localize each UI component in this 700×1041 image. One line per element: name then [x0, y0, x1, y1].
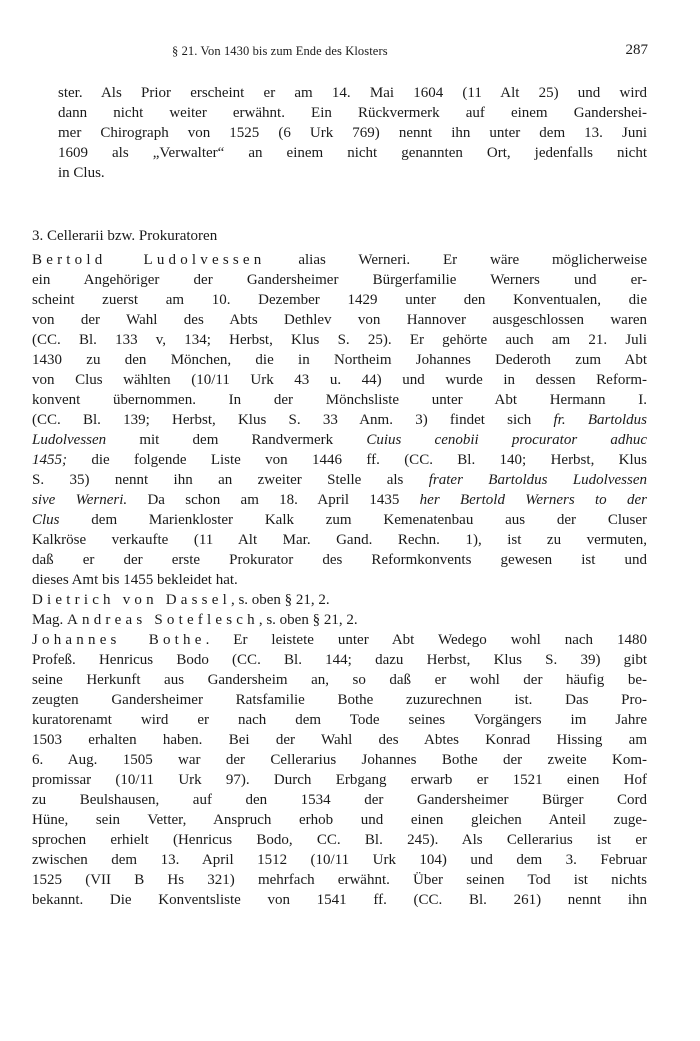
person-name: Bertold Ludolvessen: [32, 252, 266, 268]
text-line: daß er der erste Prokurator des Reformkonvents gewesen ist und: [32, 552, 647, 568]
text-line: Dietrich von Dassel, s. oben § 21, 2.: [32, 592, 330, 608]
text-line: scheint zuerst am 10. Dezember 1429 unter den Konventualen, die: [32, 292, 647, 308]
text-line: zeugten Gandersheimer Ratsfamilie Bothe zuzurechnen ist. Das Pro-: [32, 692, 647, 708]
text-line: dieses Amt bis 1455 bekleidet hat.: [32, 572, 238, 588]
text-line: 6. Aug. 1505 war der Cellerarius Johannes Bothe der zweite Kom-: [32, 752, 647, 768]
text-line: Mag. Andreas Soteflesch, s. oben § 21, 2.: [32, 612, 358, 628]
text-line: Profeß. Henricus Bodo (CC. Bl. 144; dazu Herbst, Klus S. 39) gibt: [32, 652, 647, 668]
text-line: mer Chirograph von 1525 (6 Urk 769) nennt ihn unter dem 13. Juni: [58, 125, 647, 141]
text-line: ein Angehöriger der Gandersheimer Bürgerfamilie Werners und er-: [32, 272, 647, 288]
italic-text: sive Werneri.: [32, 492, 128, 508]
text-line: sprochen erhielt (Henricus Bodo, CC. Bl. 245). Als Cellerarius ist er: [32, 832, 647, 848]
entry-bertold-ludolvessen: [32, 250, 647, 590]
text-line: 1455; die folgende Liste von 1446 ff. (CC. Bl. 140; Herbst, Klus: [32, 452, 647, 468]
text-line: 1503 erhalten haben. Bei der Wahl des Abtes Konrad Hissing am: [32, 732, 647, 748]
text-line: Ludolvessen mit dem Randvermerk Cuius cenobii procurator adhuc: [32, 432, 647, 448]
text-line: seine Herkunft aus Gandersheim an, so daß er wohl der häufig be-: [32, 672, 647, 688]
text-line: Hüne, sein Vetter, Anspruch erhob und einen gleichen Anteil zuge-: [32, 812, 647, 828]
page-number: 287: [625, 42, 648, 58]
text-line: kuratorenamt wird er nach dem Tode seines Vorgängers im Jahre: [32, 712, 647, 728]
text-line: von der Wahl des Abts Dethlev von Hannover ausgeschlossen waren: [32, 312, 647, 328]
text-line: 1430 zu den Mönchen, die in Northeim Johannes Dederoth zum Abt: [32, 352, 647, 368]
text-line: bekannt. Die Konventsliste von 1541 ff. (CC. Bl. 261) nennt ihn: [32, 892, 647, 908]
text-line: (CC. Bl. 133 v, 134; Herbst, Klus S. 25). Er gehörte auch am 21. Juli: [32, 332, 647, 348]
italic-text: 1455;: [32, 452, 67, 468]
text-line: (CC. Bl. 139; Herbst, Klus S. 33 Anm. 3) findet sich fr. Bartoldus: [32, 412, 648, 428]
italic-text: frater Bartoldus Ludolvessen: [428, 472, 647, 488]
italic-text: Clus: [32, 512, 60, 528]
italic-text: fr. Bartoldus: [553, 412, 648, 428]
text-line: 1525 (VII B Hs 321) mehrfach erwähnt. Über seinen Tod ist nichts: [32, 872, 647, 888]
italic-text: Ludolvessen: [32, 432, 107, 448]
italic-text: Cuius cenobii procurator adhuc: [366, 432, 647, 448]
text-line: promissar (10/11 Urk 97). Durch Erbgang erwarb er 1521 einen Hof: [32, 772, 647, 788]
text-line: 1609 als „Verwalter“ an einem nicht genannten Ort, jedenfalls nicht: [58, 145, 647, 161]
text-line: Bertold Ludolvessen alias Werneri. Er wäre möglicherweise: [32, 252, 647, 268]
italic-text: her Bertold Werners to der: [419, 492, 647, 508]
text-line: von Clus wählten (10/11 Urk 43 u. 44) und wurde in dessen Reform-: [32, 372, 647, 388]
text-line: in Clus.: [58, 165, 105, 181]
text-line: S. 35) nennt ihn an zweiter Stelle als frater Bartoldus Ludolvessen: [32, 472, 647, 488]
page-header: [58, 44, 648, 64]
person-name: Dietrich von Dassel: [32, 592, 231, 608]
entry-johannes-bothe: [32, 630, 647, 910]
text-line: zu Beulshausen, auf den 1534 der Gandersheimer Bürger Cord: [32, 792, 647, 808]
section-heading: 3. Cellerarii bzw. Prokuratoren: [32, 228, 218, 244]
continuation-paragraph: [32, 83, 647, 183]
running-head: § 21. Von 1430 bis zum Ende des Klosters: [172, 44, 388, 58]
text-line: konvent übernommen. In der Mönchsliste unter Abt Hermann I.: [32, 392, 647, 408]
person-name: Johannes Bothe: [32, 632, 206, 648]
text-line: Johannes Bothe. Er leistete unter Abt Wedego wohl nach 1480: [32, 632, 647, 648]
text-line: Kalkröse verkaufte (11 Alt Mar. Gand. Rechn. 1), ist zu vermuten,: [32, 532, 647, 548]
entry-dietrich-von-dassel: [32, 590, 647, 610]
text-line: dann nicht weiter erwähnt. Ein Rückvermerk auf einem Gandershei-: [58, 105, 647, 121]
page-body: [32, 83, 647, 910]
entry-andreas-soteflesch: [32, 610, 647, 630]
text-line: zwischen dem 13. April 1512 (10/11 Urk 104) und dem 3. Februar: [32, 852, 647, 868]
text-line: Clus dem Marienkloster Kalk zum Kemenatenbau aus der Cluser: [32, 512, 647, 528]
person-name: Andreas Soteflesch: [67, 612, 259, 628]
text-line: ster. Als Prior erscheint er am 14. Mai 1604 (11 Alt 25) und wird: [58, 85, 647, 101]
text-line: sive Werneri. Da schon am 18. April 1435 her Bertold Werners to der: [32, 492, 647, 508]
